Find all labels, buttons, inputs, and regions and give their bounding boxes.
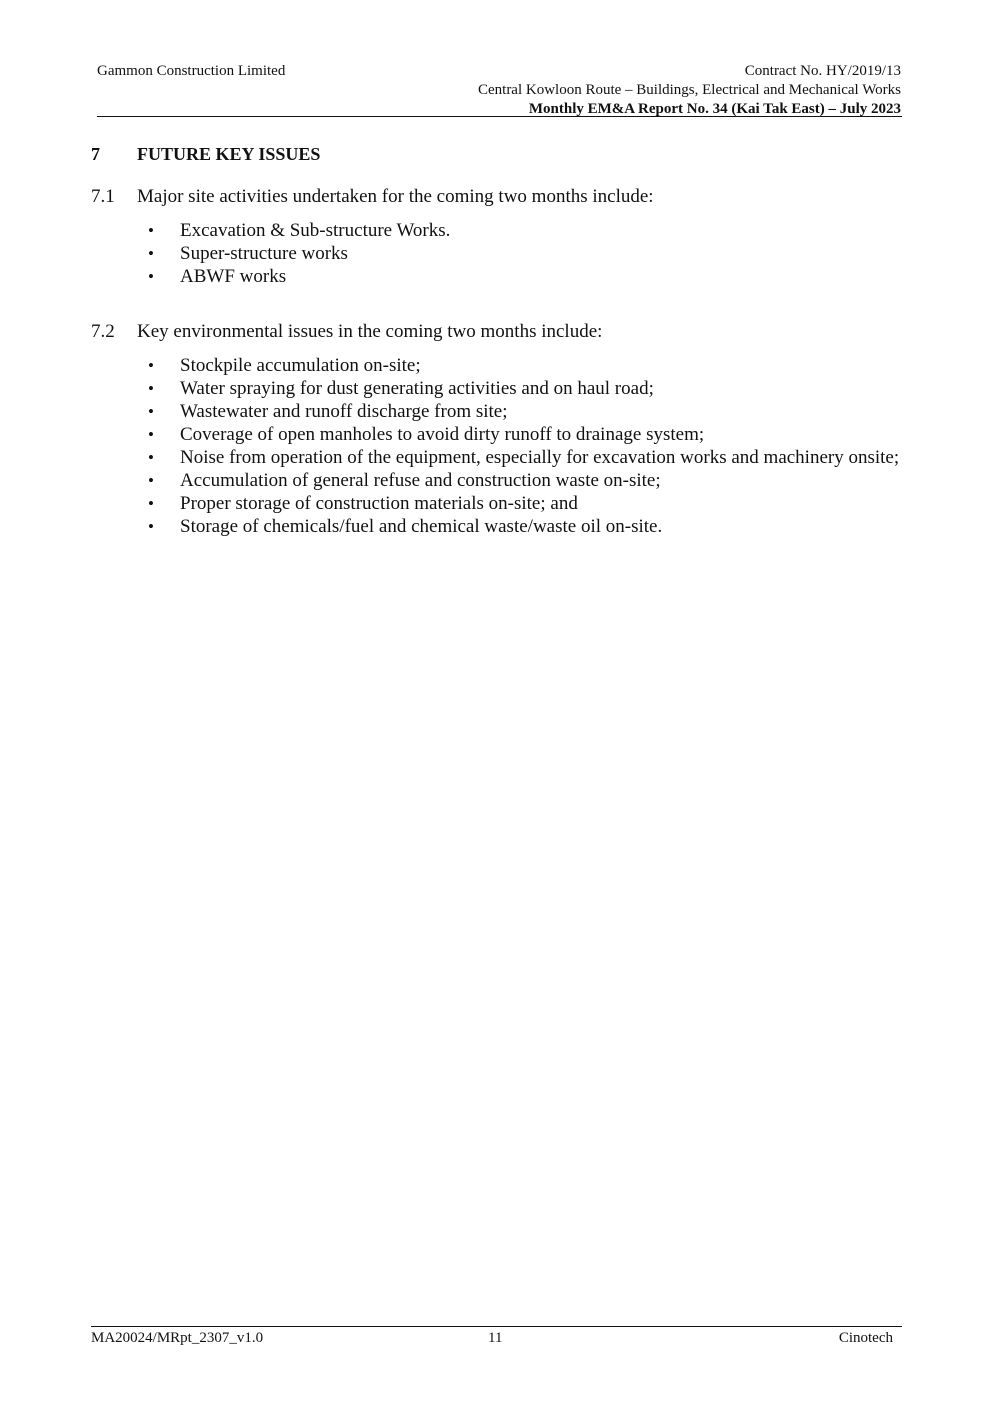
header-project: Central Kowloon Route – Buildings, Electrical and Mechanical Works — [477, 82, 901, 98]
list-item: • Noise from operation of the equipment, especially for excavation works and machinery onsite; — [148, 447, 900, 468]
paragraph-7-2 — [91, 320, 602, 343]
bullet-icon: • — [148, 267, 154, 286]
footer-doc-ref: MA20024/MRpt_2307_v1.0 — [91, 1330, 264, 1346]
list-item: • Wastewater and runoff discharge from site; — [148, 401, 508, 422]
bullet-icon: • — [148, 356, 154, 375]
bullet-icon: • — [148, 425, 154, 444]
paragraph-number: 7.2 — [91, 321, 115, 342]
list-item: • Super-structure works — [148, 243, 348, 264]
paragraph-7-1 — [91, 185, 654, 208]
section-title: FUTURE KEY ISSUES — [137, 144, 321, 164]
header-contract: Contract No. HY/2019/13 — [744, 63, 901, 79]
bullet-icon: • — [148, 379, 154, 398]
list-item: • Excavation & Sub-structure Works. — [148, 220, 451, 241]
list-item: • Water spraying for dust generating activities and on haul road; — [148, 378, 654, 399]
list-item: • Accumulation of general refuse and construction waste on-site; — [148, 470, 661, 491]
paragraph-text: Major site activities undertaken for the coming two months include: — [137, 186, 654, 207]
list-item: • ABWF works — [148, 266, 287, 287]
list-item: • Proper storage of construction materials on-site; and — [148, 493, 578, 514]
page-number: 11 — [488, 1330, 503, 1346]
bullet-list-environmental-issues — [148, 354, 901, 538]
footer-divider — [91, 1326, 902, 1327]
bullet-icon: • — [148, 402, 154, 421]
footer-consultant: Cinotech — [838, 1330, 893, 1346]
section-number: 7 — [91, 144, 100, 164]
header-right-block — [478, 62, 901, 119]
paragraph-text: Key environmental issues in the coming two months include: — [137, 321, 603, 342]
header-divider — [97, 116, 902, 117]
header-company: Gammon Construction Limited — [97, 63, 286, 79]
header-report-title: Monthly EM&A Report No. 34 (Kai Tak East) – July 2023 — [528, 101, 901, 117]
bullet-icon: • — [148, 517, 154, 536]
list-item: • Storage of chemicals/fuel and chemical waste/waste oil on-site. — [148, 516, 663, 537]
bullet-icon: • — [148, 244, 154, 263]
list-item: • Stockpile accumulation on-site; — [148, 355, 421, 376]
bullet-icon: • — [148, 494, 154, 513]
section-heading — [91, 143, 320, 165]
bullet-list-site-activities — [148, 219, 901, 288]
paragraph-number: 7.1 — [91, 186, 115, 207]
bullet-icon: • — [148, 221, 154, 240]
bullet-icon: • — [148, 448, 154, 467]
list-item: • Coverage of open manholes to avoid dirty runoff to drainage system; — [148, 424, 705, 445]
bullet-icon: • — [148, 471, 154, 490]
